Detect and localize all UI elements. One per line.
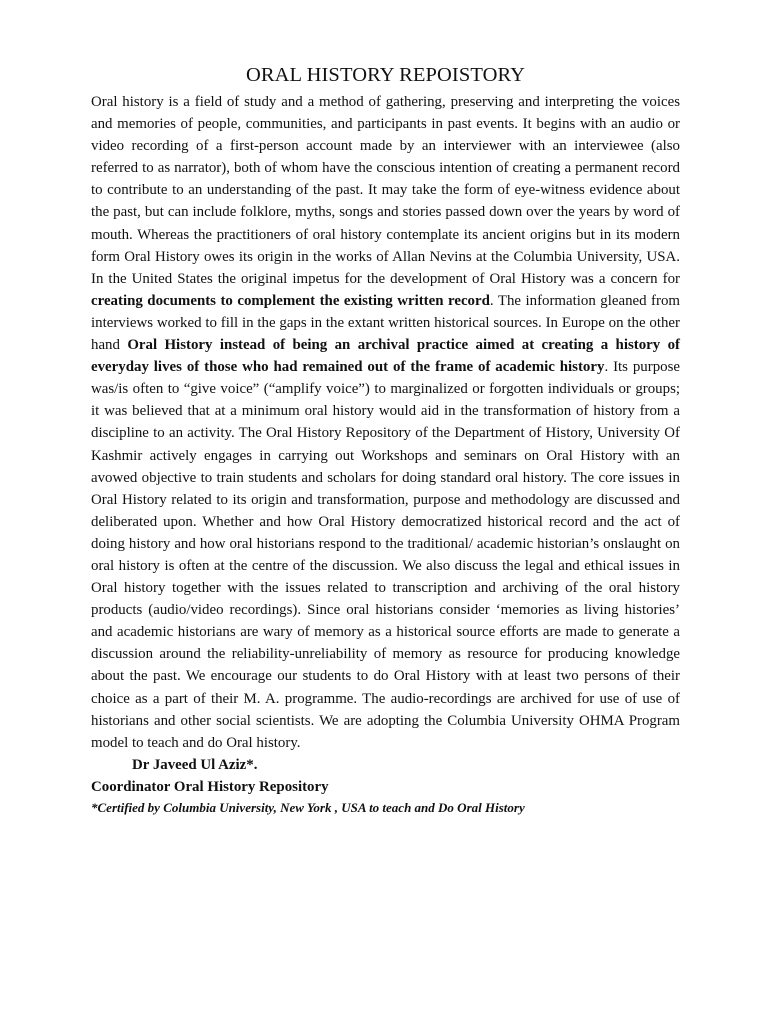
- body-text-1: Oral history is a field of study and a method of gathering, preserving and interpreting the voices and memories of people, communities, and participants in past events. It begins with an audio or video recording of a first-person account made by an interviewer with an interviewee (also referred to as narrator), both of whom have the conscious intention of creating a permanent record to contribute to an understanding of the past. It may take the form of eye-witness evidence about the past, but can include folklore, myths, songs and stories passed down over the years by word of mouth. Whereas the practitioners of oral history contemplate its ancient origins but in its modern form Oral History owes its origin in the works of Allan Nevins at the Columbia University, USA. In the United States the original impetus for the development of Oral History was a concern for: [91, 94, 680, 287]
- signature-name: Dr Javeed Ul Aziz*.: [132, 756, 258, 773]
- body-bold-1: creating documents to complement the existing written record: [91, 292, 490, 309]
- body-paragraph: [91, 91, 680, 754]
- body-text-3: . Its purpose was/is often to “give voice” (“amplify voice”) to marginalized or forgotten individuals or groups; it was believed that at a minimum oral history would aid in the transformation of history from a discipline to an activity. The Oral History Repository of the Department of History, University Of Kashmir actively engages in carrying out Workshops and seminars on Oral History with an avowed objective to train students and scholars for doing standard oral history. The core issues in Oral History related to its origin and transformation, purpose and methodology are discussed and deliberated upon. Whether and how Oral History democratized historical record and the act of doing history and how oral historians respond to the traditional/ academic historian’s onslaught on oral history is often at the centre of the discussion. We also discuss the legal and ethical issues in Oral history together with the issues related to transcription and archiving of the oral history products (audio/video recordings). Since oral historians consider ‘memories as living histories’ and academic historians are wary of memory as a historical source efforts are made to generate a discussion around the reliability-unreliability of memory as resource for producing knowledge about the past. We encourage our students to do Oral History with at least two persons of their choice as a part of their M. A. programme. The audio-recordings are archived for use of use of historians and other social scientists. We are adopting the Columbia University OHMA Program model to teach and do Oral history.: [91, 359, 681, 751]
- certification-footnote: *Certified by Columbia University, New York , USA to teach and Do Oral History: [91, 800, 525, 815]
- body-bold-2: Oral History instead of being an archival practice aimed at creating a history of everyday lives of those who had remained out of the frame of academic history: [91, 337, 681, 376]
- document-title: ORAL HISTORY REPOISTORY: [245, 64, 526, 86]
- body-text-2: . The information gleaned from interviews worked to fill in the gaps in the extant written historical sources. In Europe on the other hand: [91, 292, 680, 354]
- signature-role: Coordinator Oral History Repository: [91, 778, 329, 795]
